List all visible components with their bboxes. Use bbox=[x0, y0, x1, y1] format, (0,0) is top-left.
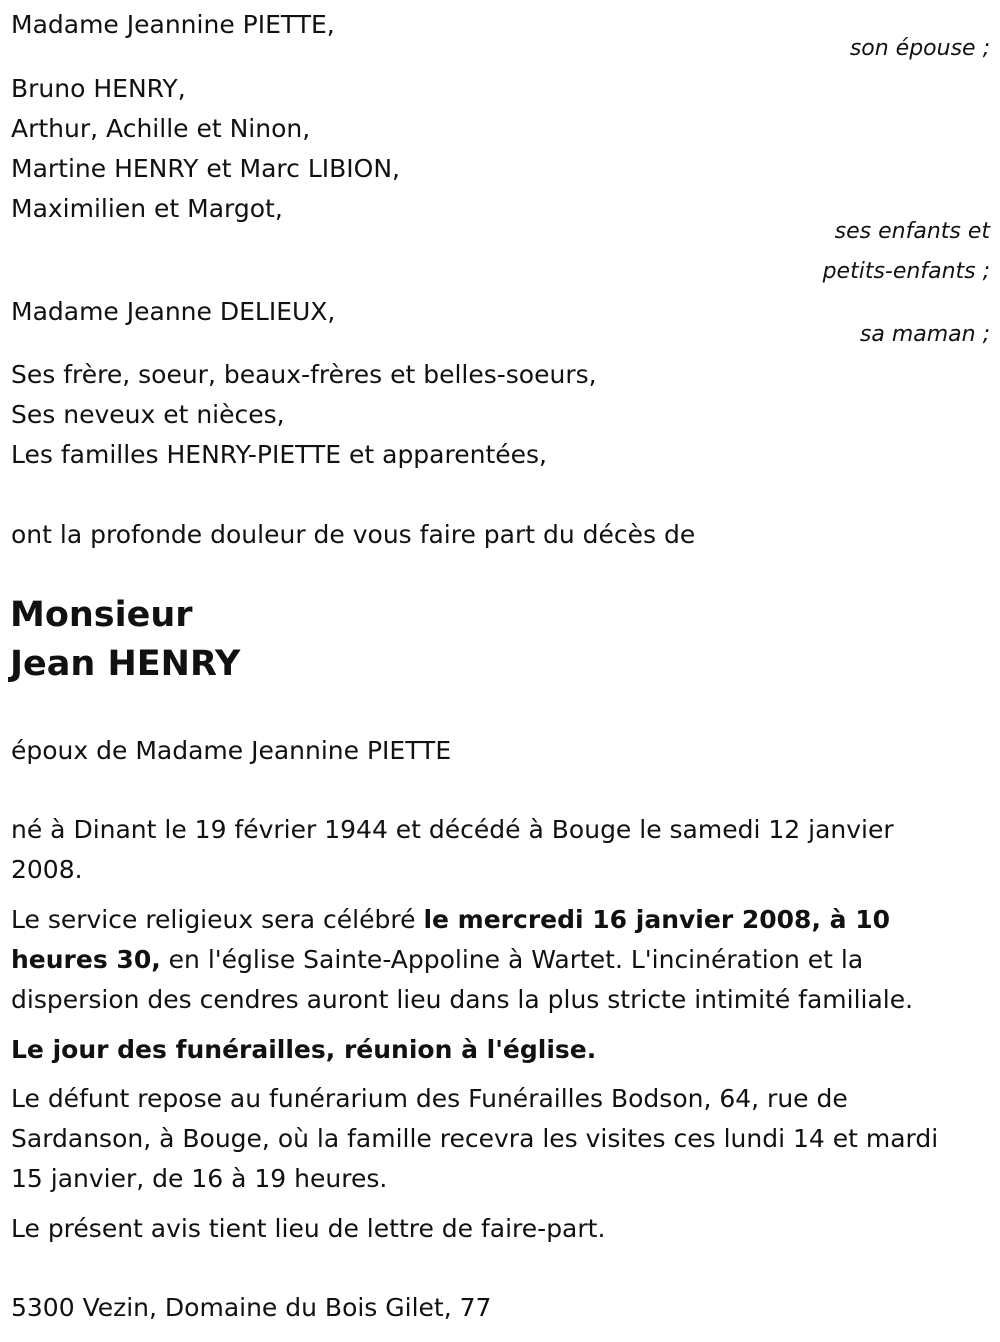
spouse-of: époux de Madame Jeannine PIETTE bbox=[11, 736, 452, 765]
children-role-line1: ses enfants et bbox=[834, 219, 990, 244]
gathering-note: Le jour des funérailles, réunion à l'église. bbox=[11, 1035, 597, 1064]
child-line: Maximilien et Margot, bbox=[11, 194, 283, 223]
birth-death-line2: 2008. bbox=[11, 855, 83, 884]
visit-line1: Le défunt repose au funérarium des Funérailles Bodson, 64, rue de bbox=[11, 1084, 848, 1113]
service-line3: dispersion des cendres auront lieu dans la plus stricte intimité familiale. bbox=[11, 985, 914, 1014]
service-place: en l'église Sainte-Appoline à Wartet. L'incinération et la bbox=[160, 945, 864, 974]
service-line2 bbox=[11, 940, 863, 980]
address-line: 5300 Vezin, Domaine du Bois Gilet, 77 bbox=[11, 1293, 492, 1322]
mother-role: sa maman ; bbox=[859, 322, 990, 347]
announcement: ont la profonde douleur de vous faire part du décès de bbox=[11, 520, 696, 549]
deceased-name: Jean HENRY bbox=[10, 644, 241, 684]
child-line: Martine HENRY et Marc LIBION, bbox=[11, 154, 400, 183]
relatives-line: Ses frère, soeur, beaux-frères et belles-soeurs, bbox=[11, 360, 597, 389]
relatives-line: Ses neveux et nièces, bbox=[11, 400, 285, 429]
deceased-title: Monsieur bbox=[10, 595, 193, 635]
spouse-name: Madame Jeannine PIETTE, bbox=[11, 10, 335, 39]
notice-line: Le présent avis tient lieu de lettre de faire-part. bbox=[11, 1214, 606, 1243]
spouse-role: son épouse ; bbox=[849, 36, 990, 61]
service-time: heures 30, bbox=[11, 945, 161, 974]
child-line: Arthur, Achille et Ninon, bbox=[11, 114, 311, 143]
service-line1 bbox=[11, 900, 890, 940]
service-intro: Le service religieux sera célébré bbox=[11, 905, 424, 934]
visit-line2: Sardanson, à Bouge, où la famille recevra les visites ces lundi 14 et mardi bbox=[11, 1124, 939, 1153]
service-date: le mercredi 16 janvier 2008, à 10 bbox=[423, 905, 891, 934]
relatives-line: Les familles HENRY-PIETTE et apparentées, bbox=[11, 440, 547, 469]
mother-name: Madame Jeanne DELIEUX, bbox=[11, 297, 336, 326]
birth-death-line1: né à Dinant le 19 février 1944 et décédé à Bouge le samedi 12 janvier bbox=[11, 815, 894, 844]
visit-line3: 15 janvier, de 16 à 19 heures. bbox=[11, 1164, 388, 1193]
child-line: Bruno HENRY, bbox=[11, 74, 186, 103]
children-role-line2: petits-enfants ; bbox=[822, 259, 990, 284]
